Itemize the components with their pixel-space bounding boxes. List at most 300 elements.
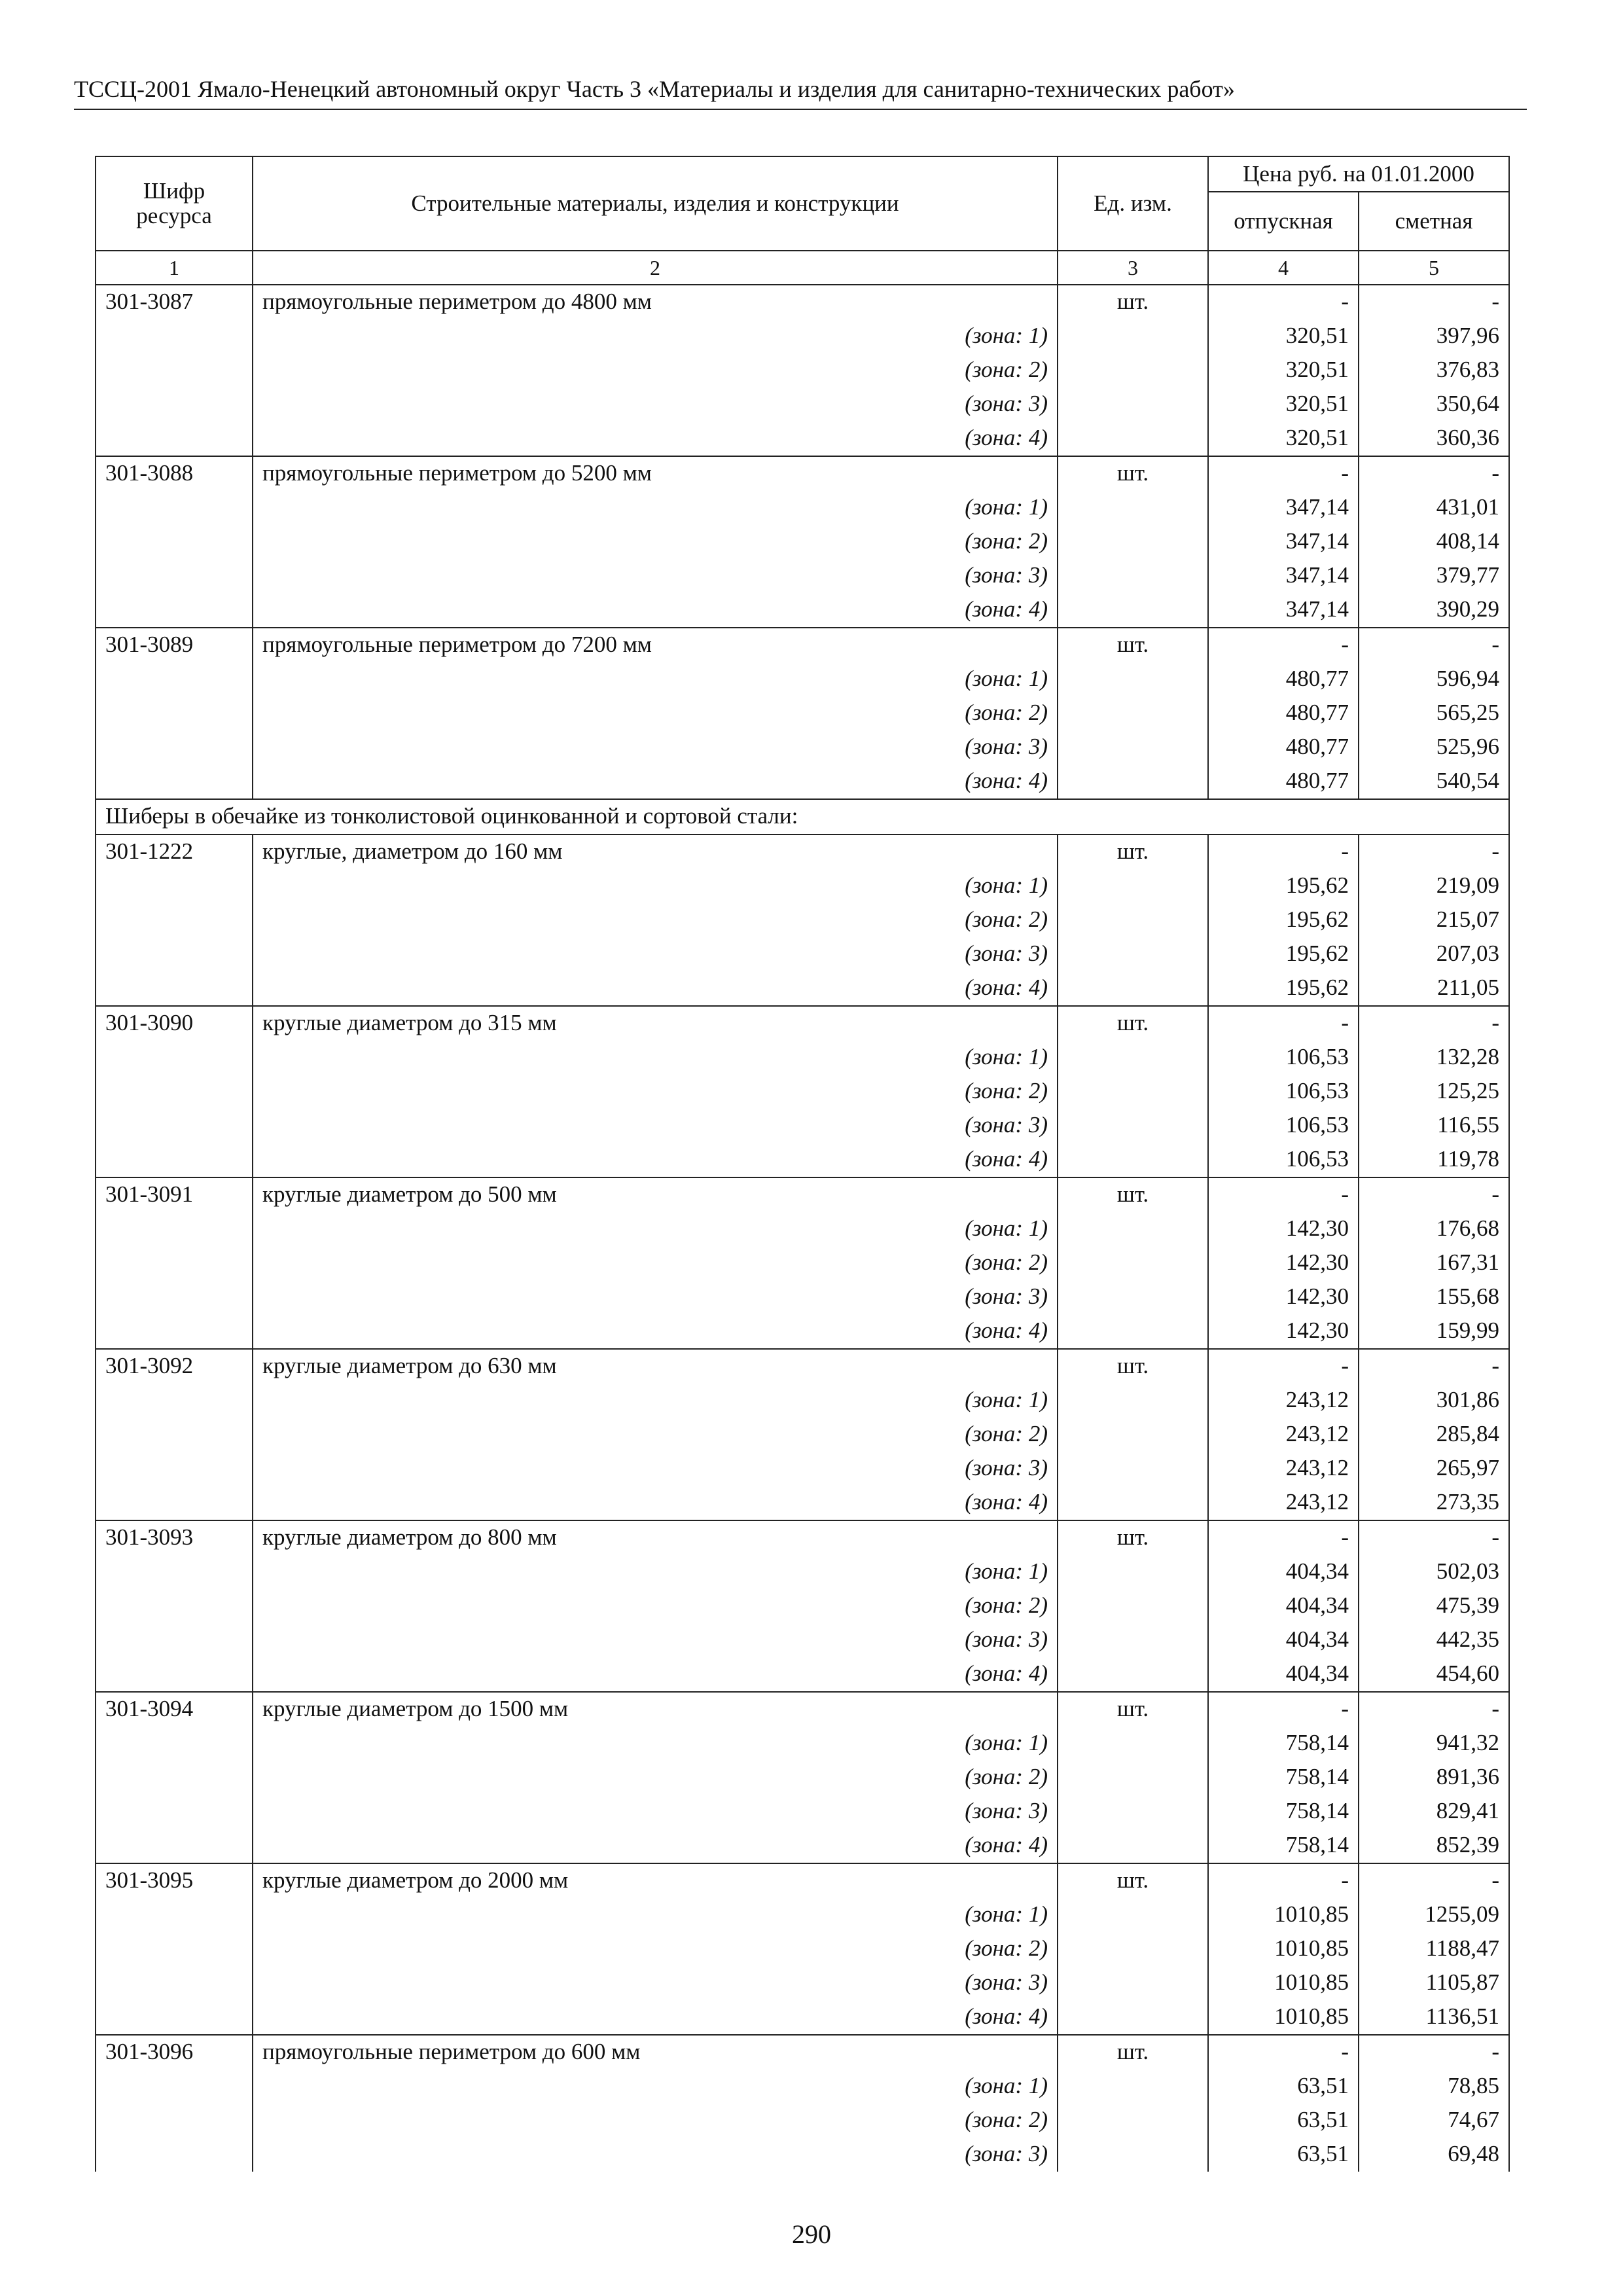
release-price: 404,34 xyxy=(1208,1589,1359,1623)
release-price: - xyxy=(1208,2035,1359,2070)
column-number: 3 xyxy=(1058,251,1208,285)
item-unit-empty xyxy=(1058,2070,1208,2104)
release-price: - xyxy=(1208,1692,1359,1727)
column-header-release: отпускная xyxy=(1208,192,1359,251)
release-price: 106,53 xyxy=(1208,1041,1359,1075)
estimate-price: 167,31 xyxy=(1359,1246,1509,1280)
item-unit-empty xyxy=(1058,319,1208,353)
zone-row xyxy=(96,1109,1509,1143)
estimate-price: - xyxy=(1359,1520,1509,1555)
release-price: - xyxy=(1208,285,1359,319)
estimate-price: 116,55 xyxy=(1359,1109,1509,1143)
resource-code-empty xyxy=(96,1727,253,1761)
zone-row xyxy=(96,1280,1509,1314)
resource-code: 301-3088 xyxy=(96,456,253,491)
resource-code-empty xyxy=(96,764,253,799)
item-unit-empty xyxy=(1058,2000,1208,2035)
zone-row xyxy=(96,903,1509,937)
column-number: 4 xyxy=(1208,251,1359,285)
resource-code-empty xyxy=(96,1966,253,2000)
resource-code-empty xyxy=(96,1623,253,1657)
zone-label: (зона: 3) xyxy=(253,1966,1058,2000)
zone-label: (зона: 2) xyxy=(253,903,1058,937)
resource-code: 301-3095 xyxy=(96,1863,253,1898)
resource-code-empty xyxy=(96,730,253,764)
item-unit-empty xyxy=(1058,1727,1208,1761)
zone-label: (зона: 4) xyxy=(253,971,1058,1006)
zone-row xyxy=(96,1966,1509,2000)
release-price: 758,14 xyxy=(1208,1727,1359,1761)
item-unit-empty xyxy=(1058,662,1208,696)
release-price: 243,12 xyxy=(1208,1384,1359,1418)
item-unit-empty xyxy=(1058,764,1208,799)
zone-row xyxy=(96,1829,1509,1863)
resource-code-empty xyxy=(96,353,253,387)
zone-row xyxy=(96,1486,1509,1520)
resource-code-empty xyxy=(96,559,253,593)
zone-row xyxy=(96,1657,1509,1692)
resource-code-empty xyxy=(96,1657,253,1692)
resource-code-empty xyxy=(96,525,253,559)
estimate-price: 475,39 xyxy=(1359,1589,1509,1623)
zone-row xyxy=(96,1246,1509,1280)
item-unit-empty xyxy=(1058,1486,1208,1520)
item-unit: шт. xyxy=(1058,1520,1208,1555)
zone-label: (зона: 2) xyxy=(253,2104,1058,2138)
table-row xyxy=(96,1520,1509,1555)
item-name: прямоугольные периметром до 7200 мм xyxy=(253,628,1058,662)
zone-label: (зона: 4) xyxy=(253,1314,1058,1349)
item-name: круглые, диаметром до 160 мм xyxy=(253,834,1058,869)
release-price: 142,30 xyxy=(1208,1246,1359,1280)
release-price: 347,14 xyxy=(1208,491,1359,525)
release-price: 758,14 xyxy=(1208,1761,1359,1795)
estimate-price: 891,36 xyxy=(1359,1761,1509,1795)
resource-code-empty xyxy=(96,1280,253,1314)
section-row xyxy=(96,799,1509,834)
zone-row xyxy=(96,1143,1509,1177)
zone-row xyxy=(96,1932,1509,1966)
table-header xyxy=(96,156,1509,285)
resource-code: 301-3096 xyxy=(96,2035,253,2070)
table-row xyxy=(96,456,1509,491)
release-price: 480,77 xyxy=(1208,764,1359,799)
release-price: - xyxy=(1208,628,1359,662)
estimate-price: 350,64 xyxy=(1359,387,1509,422)
item-unit-empty xyxy=(1058,491,1208,525)
release-price: 63,51 xyxy=(1208,2104,1359,2138)
release-price: 1010,85 xyxy=(1208,1898,1359,1932)
release-price: 106,53 xyxy=(1208,1109,1359,1143)
resource-code-empty xyxy=(96,696,253,730)
item-unit-empty xyxy=(1058,1966,1208,2000)
item-unit-empty xyxy=(1058,1829,1208,1863)
item-name: круглые диаметром до 315 мм xyxy=(253,1006,1058,1041)
estimate-price: 74,67 xyxy=(1359,2104,1509,2138)
estimate-price: 397,96 xyxy=(1359,319,1509,353)
zone-label: (зона: 4) xyxy=(253,1829,1058,1863)
release-price: - xyxy=(1208,1863,1359,1898)
zone-row xyxy=(96,2070,1509,2104)
release-price: - xyxy=(1208,1520,1359,1555)
zone-row xyxy=(96,353,1509,387)
zone-label: (зона: 4) xyxy=(253,422,1058,456)
item-name: круглые диаметром до 630 мм xyxy=(253,1349,1058,1384)
release-price: - xyxy=(1208,1177,1359,1212)
item-unit: шт. xyxy=(1058,1177,1208,1212)
zone-row xyxy=(96,1898,1509,1932)
item-unit-empty xyxy=(1058,2104,1208,2138)
zone-row xyxy=(96,1075,1509,1109)
zone-label: (зона: 3) xyxy=(253,1623,1058,1657)
zone-label: (зона: 3) xyxy=(253,559,1058,593)
zone-label: (зона: 2) xyxy=(253,1246,1058,1280)
item-unit-empty xyxy=(1058,1589,1208,1623)
item-unit: шт. xyxy=(1058,456,1208,491)
item-unit-empty xyxy=(1058,1623,1208,1657)
estimate-price: 155,68 xyxy=(1359,1280,1509,1314)
release-price: 404,34 xyxy=(1208,1657,1359,1692)
item-unit: шт. xyxy=(1058,834,1208,869)
zone-label: (зона: 1) xyxy=(253,2070,1058,2104)
resource-code-empty xyxy=(96,1075,253,1109)
zone-row xyxy=(96,1623,1509,1657)
zone-row xyxy=(96,1452,1509,1486)
release-price: 404,34 xyxy=(1208,1555,1359,1589)
release-price: 63,51 xyxy=(1208,2138,1359,2172)
item-unit-empty xyxy=(1058,1143,1208,1177)
zone-label: (зона: 1) xyxy=(253,869,1058,903)
estimate-price: - xyxy=(1359,628,1509,662)
release-price: 106,53 xyxy=(1208,1075,1359,1109)
table-row xyxy=(96,834,1509,869)
resource-code-empty xyxy=(96,1041,253,1075)
item-unit: шт. xyxy=(1058,1863,1208,1898)
zone-label: (зона: 1) xyxy=(253,1555,1058,1589)
estimate-price: 285,84 xyxy=(1359,1418,1509,1452)
item-unit-empty xyxy=(1058,1932,1208,1966)
estimate-price: 525,96 xyxy=(1359,730,1509,764)
resource-code: 301-3090 xyxy=(96,1006,253,1041)
item-unit-empty xyxy=(1058,1280,1208,1314)
release-price: 1010,85 xyxy=(1208,2000,1359,2035)
item-unit-empty xyxy=(1058,1041,1208,1075)
estimate-price: 273,35 xyxy=(1359,1486,1509,1520)
item-unit-empty xyxy=(1058,2138,1208,2172)
release-price: 195,62 xyxy=(1208,971,1359,1006)
release-price: 404,34 xyxy=(1208,1623,1359,1657)
section-heading: Шиберы в обечайке из тонколистовой оцинкованной и сортовой стали: xyxy=(96,799,1509,834)
release-price: - xyxy=(1208,834,1359,869)
table-row xyxy=(96,1692,1509,1727)
zone-label: (зона: 3) xyxy=(253,730,1058,764)
resource-code-empty xyxy=(96,1761,253,1795)
item-unit-empty xyxy=(1058,869,1208,903)
estimate-price: 132,28 xyxy=(1359,1041,1509,1075)
release-price: 1010,85 xyxy=(1208,1966,1359,2000)
resource-code-empty xyxy=(96,387,253,422)
column-number: 5 xyxy=(1359,251,1509,285)
estimate-price: 502,03 xyxy=(1359,1555,1509,1589)
document-header: ТССЦ-2001 Ямало-Ненецкий автономный округ Часть 3 «Материалы и изделия для санитарно-технических работ» xyxy=(74,73,1527,110)
zone-label: (зона: 1) xyxy=(253,1041,1058,1075)
zone-row xyxy=(96,971,1509,1006)
zone-row xyxy=(96,525,1509,559)
estimate-price: 596,94 xyxy=(1359,662,1509,696)
zone-label: (зона: 1) xyxy=(253,491,1058,525)
resource-code-empty xyxy=(96,1486,253,1520)
zone-row xyxy=(96,1418,1509,1452)
estimate-price: 301,86 xyxy=(1359,1384,1509,1418)
item-name: круглые диаметром до 800 мм xyxy=(253,1520,1058,1555)
zone-row xyxy=(96,1589,1509,1623)
item-unit-empty xyxy=(1058,525,1208,559)
item-unit: шт. xyxy=(1058,285,1208,319)
column-header-code: Шифр ресурса xyxy=(96,156,253,251)
zone-label: (зона: 1) xyxy=(253,662,1058,696)
item-unit-empty xyxy=(1058,1109,1208,1143)
release-price: - xyxy=(1208,1006,1359,1041)
zone-row xyxy=(96,319,1509,353)
estimate-price: 360,36 xyxy=(1359,422,1509,456)
item-unit: шт. xyxy=(1058,1692,1208,1727)
item-name: прямоугольные периметром до 600 мм xyxy=(253,2035,1058,2070)
resource-code-empty xyxy=(96,662,253,696)
page-number: 290 xyxy=(792,2219,831,2249)
resource-code-empty xyxy=(96,1109,253,1143)
estimate-price: 852,39 xyxy=(1359,1829,1509,1863)
item-unit-empty xyxy=(1058,1384,1208,1418)
resource-code: 301-3087 xyxy=(96,285,253,319)
resource-code: 301-3093 xyxy=(96,1520,253,1555)
release-price: 320,51 xyxy=(1208,422,1359,456)
item-unit-empty xyxy=(1058,1898,1208,1932)
estimate-price: - xyxy=(1359,285,1509,319)
resource-code-empty xyxy=(96,491,253,525)
item-unit-empty xyxy=(1058,422,1208,456)
resource-code-empty xyxy=(96,1932,253,1966)
column-header-unit: Ед. изм. xyxy=(1058,156,1208,251)
table-row xyxy=(96,2035,1509,2070)
resource-code-empty xyxy=(96,2104,253,2138)
item-unit-empty xyxy=(1058,1212,1208,1246)
item-name: круглые диаметром до 2000 мм xyxy=(253,1863,1058,1898)
zone-row xyxy=(96,593,1509,628)
resource-code-empty xyxy=(96,971,253,1006)
item-unit-empty xyxy=(1058,1246,1208,1280)
zone-row xyxy=(96,730,1509,764)
release-price: 347,14 xyxy=(1208,593,1359,628)
item-unit-empty xyxy=(1058,1555,1208,1589)
release-price: 320,51 xyxy=(1208,353,1359,387)
resource-code-empty xyxy=(96,1795,253,1829)
zone-label: (зона: 2) xyxy=(253,1418,1058,1452)
estimate-price: 540,54 xyxy=(1359,764,1509,799)
estimate-price: - xyxy=(1359,456,1509,491)
resource-code-empty xyxy=(96,1898,253,1932)
zone-label: (зона: 3) xyxy=(253,937,1058,971)
item-unit-empty xyxy=(1058,559,1208,593)
estimate-price: - xyxy=(1359,1177,1509,1212)
resource-code-empty xyxy=(96,2070,253,2104)
resource-code-empty xyxy=(96,937,253,971)
item-unit-empty xyxy=(1058,696,1208,730)
release-price: 195,62 xyxy=(1208,937,1359,971)
release-price: 758,14 xyxy=(1208,1795,1359,1829)
zone-row xyxy=(96,1314,1509,1349)
estimate-price: 442,35 xyxy=(1359,1623,1509,1657)
resource-code-empty xyxy=(96,1555,253,1589)
zone-row xyxy=(96,869,1509,903)
zone-label: (зона: 1) xyxy=(253,1384,1058,1418)
zone-label: (зона: 2) xyxy=(253,353,1058,387)
resource-code: 301-3094 xyxy=(96,1692,253,1727)
item-unit-empty xyxy=(1058,593,1208,628)
zone-label: (зона: 3) xyxy=(253,1109,1058,1143)
zone-label: (зона: 2) xyxy=(253,1589,1058,1623)
zone-row xyxy=(96,1555,1509,1589)
zone-row xyxy=(96,696,1509,730)
release-price: 480,77 xyxy=(1208,696,1359,730)
column-number: 1 xyxy=(96,251,253,285)
estimate-price: 119,78 xyxy=(1359,1143,1509,1177)
item-unit: шт. xyxy=(1058,628,1208,662)
table-row xyxy=(96,628,1509,662)
item-unit: шт. xyxy=(1058,1349,1208,1384)
item-name: круглые диаметром до 500 мм xyxy=(253,1177,1058,1212)
estimate-price: 219,09 xyxy=(1359,869,1509,903)
zone-label: (зона: 2) xyxy=(253,525,1058,559)
release-price: 320,51 xyxy=(1208,387,1359,422)
zone-label: (зона: 3) xyxy=(253,1795,1058,1829)
resource-code-empty xyxy=(96,1212,253,1246)
resource-code-empty xyxy=(96,1384,253,1418)
estimate-price: 69,48 xyxy=(1359,2138,1509,2172)
release-price: 347,14 xyxy=(1208,525,1359,559)
release-price: 480,77 xyxy=(1208,662,1359,696)
estimate-price: 431,01 xyxy=(1359,491,1509,525)
estimate-price: 265,97 xyxy=(1359,1452,1509,1486)
estimate-price: 379,77 xyxy=(1359,559,1509,593)
column-header-estimate: сметная xyxy=(1359,192,1509,251)
zone-label: (зона: 4) xyxy=(253,593,1058,628)
item-unit: шт. xyxy=(1058,2035,1208,2070)
zone-row xyxy=(96,2138,1509,2172)
table-row xyxy=(96,1863,1509,1898)
item-unit-empty xyxy=(1058,1418,1208,1452)
resource-code-empty xyxy=(96,1143,253,1177)
table-row xyxy=(96,1177,1509,1212)
zone-label: (зона: 2) xyxy=(253,1075,1058,1109)
column-number: 2 xyxy=(253,251,1058,285)
release-price: 63,51 xyxy=(1208,2070,1359,2104)
zone-label: (зона: 1) xyxy=(253,1212,1058,1246)
zone-row xyxy=(96,764,1509,799)
resource-code-empty xyxy=(96,903,253,937)
resource-code-empty xyxy=(96,1589,253,1623)
zone-row xyxy=(96,937,1509,971)
item-unit-empty xyxy=(1058,1795,1208,1829)
resource-code-empty xyxy=(96,1418,253,1452)
resource-code-empty xyxy=(96,1829,253,1863)
zone-label: (зона: 1) xyxy=(253,1727,1058,1761)
release-price: 243,12 xyxy=(1208,1452,1359,1486)
estimate-price: 454,60 xyxy=(1359,1657,1509,1692)
release-price: 320,51 xyxy=(1208,319,1359,353)
estimate-price: - xyxy=(1359,1863,1509,1898)
estimate-price: - xyxy=(1359,1349,1509,1384)
resource-code-empty xyxy=(96,319,253,353)
zone-label: (зона: 1) xyxy=(253,1898,1058,1932)
column-header-price: Цена руб. на 01.01.2000 xyxy=(1208,156,1509,192)
estimate-price: 1136,51 xyxy=(1359,2000,1509,2035)
item-unit-empty xyxy=(1058,937,1208,971)
column-header-name: Строительные материалы, изделия и конструкции xyxy=(253,156,1058,251)
estimate-price: 941,32 xyxy=(1359,1727,1509,1761)
estimate-price: 211,05 xyxy=(1359,971,1509,1006)
item-unit-empty xyxy=(1058,1657,1208,1692)
resource-code: 301-1222 xyxy=(96,834,253,869)
zone-row xyxy=(96,1212,1509,1246)
release-price: 142,30 xyxy=(1208,1280,1359,1314)
estimate-price: 1105,87 xyxy=(1359,1966,1509,2000)
resource-code: 301-3092 xyxy=(96,1349,253,1384)
estimate-price: - xyxy=(1359,2035,1509,2070)
release-price: - xyxy=(1208,456,1359,491)
resource-code: 301-3089 xyxy=(96,628,253,662)
release-price: 347,14 xyxy=(1208,559,1359,593)
release-price: 106,53 xyxy=(1208,1143,1359,1177)
item-name: круглые диаметром до 1500 мм xyxy=(253,1692,1058,1727)
resource-code-empty xyxy=(96,1314,253,1349)
estimate-price: - xyxy=(1359,834,1509,869)
zone-label: (зона: 4) xyxy=(253,1486,1058,1520)
zone-row xyxy=(96,559,1509,593)
zone-row xyxy=(96,662,1509,696)
resource-code-empty xyxy=(96,422,253,456)
release-price: - xyxy=(1208,1349,1359,1384)
item-unit-empty xyxy=(1058,1761,1208,1795)
release-price: 480,77 xyxy=(1208,730,1359,764)
table-row xyxy=(96,1006,1509,1041)
resource-code-empty xyxy=(96,869,253,903)
zone-label: (зона: 2) xyxy=(253,1761,1058,1795)
zone-row xyxy=(96,2000,1509,2035)
release-price: 195,62 xyxy=(1208,869,1359,903)
zone-label: (зона: 1) xyxy=(253,319,1058,353)
table-row xyxy=(96,1349,1509,1384)
item-unit-empty xyxy=(1058,387,1208,422)
zone-row xyxy=(96,1761,1509,1795)
price-table xyxy=(95,156,1510,2172)
estimate-price: 78,85 xyxy=(1359,2070,1509,2104)
resource-code-empty xyxy=(96,2138,253,2172)
release-price: 142,30 xyxy=(1208,1314,1359,1349)
zone-row xyxy=(96,1384,1509,1418)
item-unit-empty xyxy=(1058,730,1208,764)
zone-row xyxy=(96,1727,1509,1761)
estimate-price: 829,41 xyxy=(1359,1795,1509,1829)
estimate-price: - xyxy=(1359,1006,1509,1041)
zone-label: (зона: 4) xyxy=(253,1657,1058,1692)
estimate-price: 390,29 xyxy=(1359,593,1509,628)
resource-code: 301-3091 xyxy=(96,1177,253,1212)
estimate-price: 376,83 xyxy=(1359,353,1509,387)
item-unit-empty xyxy=(1058,1452,1208,1486)
zone-label: (зона: 2) xyxy=(253,1932,1058,1966)
release-price: 142,30 xyxy=(1208,1212,1359,1246)
resource-code-empty xyxy=(96,1246,253,1280)
